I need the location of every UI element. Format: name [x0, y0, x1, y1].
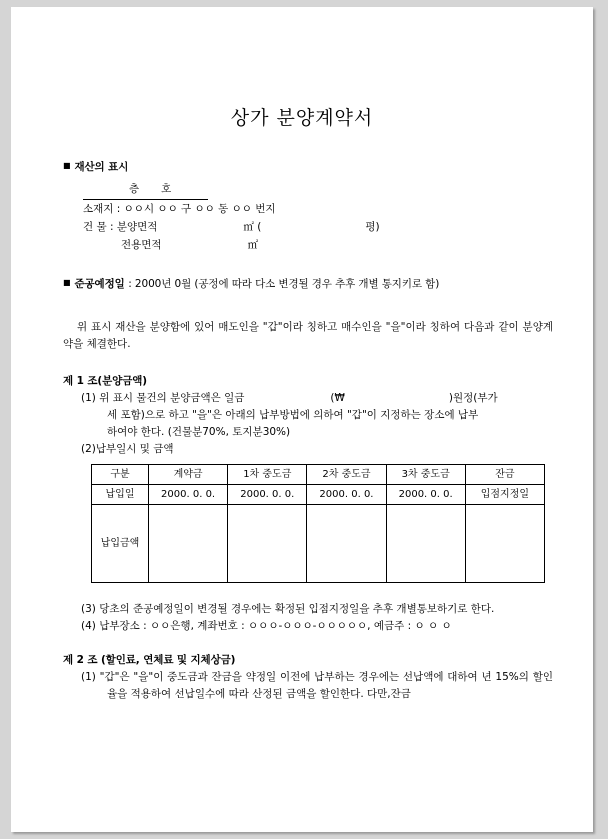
unit-label: 호 [161, 183, 172, 195]
document-page [11, 7, 593, 832]
article2-heading: 제 2 조 (할인료, 연체료 및 지체상금) [63, 654, 236, 666]
article1-item1-line3: 하여야 한다. (건물분70%, 토지분30%) [107, 426, 291, 438]
table-header-cell: 구분 [92, 465, 149, 485]
completion-date-label: 준공예정일 [74, 278, 125, 290]
preamble-paragraph [63, 319, 553, 353]
article1-item1-prefix: (1) 위 표시 물건의 분양금액은 일금 [81, 392, 245, 404]
table-header-cell: 3차 중도금 [386, 465, 465, 485]
table-cell[interactable] [386, 505, 465, 583]
completion-date-heading [63, 274, 553, 293]
payment-schedule-table [91, 464, 545, 583]
property-section-heading-label: 재산의 표시 [74, 161, 129, 173]
table-header-row [92, 465, 545, 485]
floor-unit-row [83, 181, 208, 200]
table-cell[interactable] [149, 505, 228, 583]
table-cell[interactable] [307, 505, 386, 583]
table-cell: 입점지정일 [465, 485, 544, 505]
building-supply-area-row [83, 218, 553, 236]
building-label: 건 물 : [83, 221, 114, 233]
article1-item1-suffix: )원정(부가 [448, 392, 498, 404]
square-bullet-icon: ■ [63, 161, 71, 170]
table-header-cell: 계약금 [149, 465, 228, 485]
supply-area-label: 분양면적 [116, 221, 158, 233]
table-header-cell: 잔금 [465, 465, 544, 485]
article1-heading: 제 1 조(분양금액) [63, 375, 147, 387]
table-cell: 2000. 0. 0. [307, 485, 386, 505]
article1-item3: (3) 당초의 준공예정일이 변경될 경우에는 확정된 입점지정일을 추후 개별통보하기로 한다. [81, 603, 495, 615]
article1-item1-line1 [63, 390, 553, 407]
exclusive-area-label: 전용면적 [121, 239, 162, 251]
supply-area-pyeong: 평) [365, 221, 380, 233]
property-details [63, 181, 553, 254]
row-label: 납입금액 [92, 505, 149, 583]
address-row [83, 200, 553, 218]
article1-item1-currency: (₩ [330, 392, 345, 404]
property-section-heading [63, 157, 553, 176]
floor-label: 층 [129, 183, 140, 195]
table-header-cell: 2차 중도금 [307, 465, 386, 485]
article2-item1: (1) "갑"은 "을"이 중도금과 잔금을 약정일 이전에 납부하는 경우에는 선납액에 대하여 년 15%의 할인율을 적용하여 선납일수에 따라 산정된 금액을 할인한다. 다만,잔금 [81, 671, 553, 700]
article1-item4: (4) 납부장소 : ㅇㅇ은행, 계좌번호 : ㅇㅇㅇ-ㅇㅇㅇ-ㅇㅇㅇㅇㅇ, 예금주 : ㅇ ㅇ ㅇ [81, 620, 452, 632]
square-bullet-icon: ■ [63, 278, 71, 287]
page-title: 상가 분양계약서 [230, 107, 374, 129]
preamble-text: 위 표시 재산을 분양함에 있어 매도인을 "갑"이라 칭하고 매수인을 "을"이라 칭하여 다음과 같이 분양계약을 체결한다. [63, 321, 553, 350]
table-cell: 2000. 0. 0. [228, 485, 307, 505]
exclusive-area-row [83, 236, 553, 254]
exclusive-area-unit: ㎡ [247, 239, 259, 251]
address-value: ㅇㅇ시 ㅇㅇ 구 ㅇㅇ 동 ㅇㅇ 번지 [123, 203, 276, 215]
table-cell[interactable] [228, 505, 307, 583]
table-row [92, 485, 545, 505]
address-label: 소재지 : [83, 203, 121, 215]
supply-area-unit: ㎡ ( [243, 221, 262, 233]
row-label: 납입일 [92, 485, 149, 505]
table-cell: 2000. 0. 0. [386, 485, 465, 505]
table-row [92, 505, 545, 583]
table-cell[interactable] [465, 505, 544, 583]
article1-item2: (2)납부일시 및 금액 [81, 443, 174, 455]
table-header-cell: 1차 중도금 [228, 465, 307, 485]
table-cell: 2000. 0. 0. [149, 485, 228, 505]
completion-date-value: : 2000년 0월 (공정에 따라 다소 변경될 경우 추후 개별 통지키로 함) [128, 278, 440, 290]
document-body [63, 157, 553, 703]
article1-item1-line2: 세 포함)으로 하고 "을"은 아래의 납부방법에 의하여 "갑"이 지정하는 장소에 납부 [107, 409, 479, 421]
